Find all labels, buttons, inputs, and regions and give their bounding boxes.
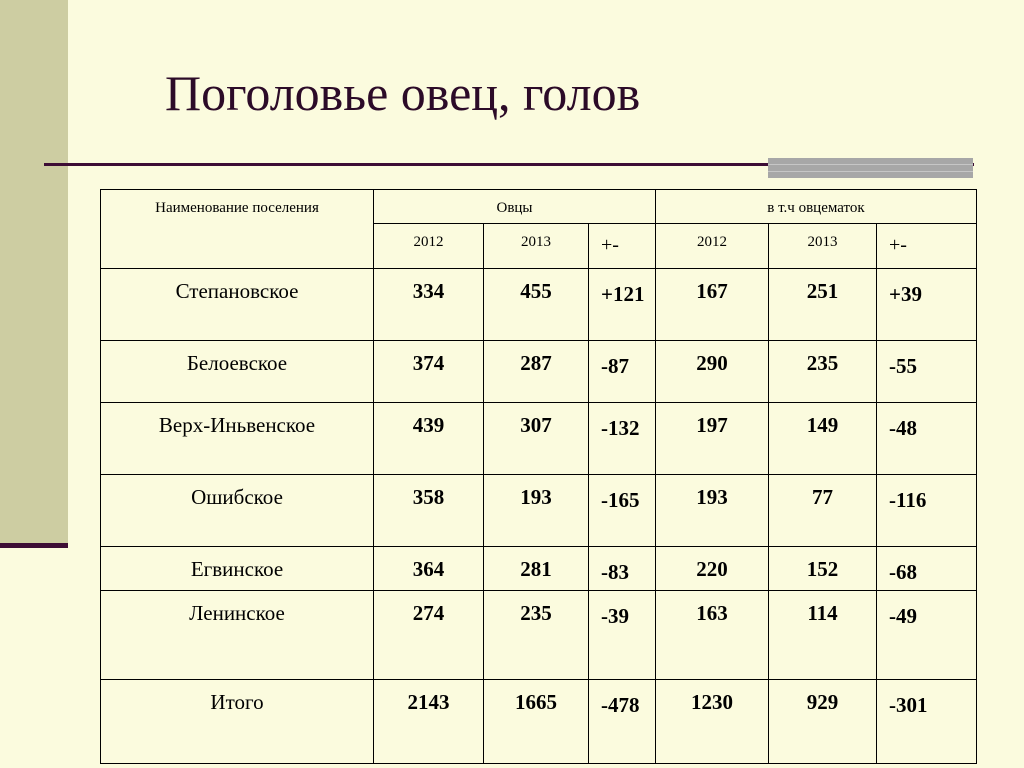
sheep-diff: -132 <box>589 403 656 475</box>
table-row <box>101 547 977 591</box>
side-strip <box>0 0 68 543</box>
sheep-2013: 281 <box>484 547 589 591</box>
header-sheep-diff: +- <box>589 224 656 269</box>
ewes-2012: 163 <box>656 591 769 680</box>
ewes-2013: 929 <box>769 680 877 764</box>
ewes-2012: 167 <box>656 269 769 341</box>
ewes-diff: +39 <box>877 269 977 341</box>
page-title: Поголовье овец, голов <box>165 65 641 121</box>
ewes-2013: 235 <box>769 341 877 403</box>
ewes-diff: -116 <box>877 475 977 547</box>
ewes-diff: -68 <box>877 547 977 591</box>
header-ewes: в т.ч овцематок <box>656 190 977 224</box>
sheep-diff: -83 <box>589 547 656 591</box>
ewes-2012: 290 <box>656 341 769 403</box>
ewes-2013: 77 <box>769 475 877 547</box>
ewes-2013: 251 <box>769 269 877 341</box>
sheep-diff: -87 <box>589 341 656 403</box>
settlement-name: Егвинское <box>101 547 374 591</box>
ewes-2012: 193 <box>656 475 769 547</box>
sheep-diff: -478 <box>589 680 656 764</box>
settlement-name: Ленинское <box>101 591 374 680</box>
sheep-2013: 1665 <box>484 680 589 764</box>
ewes-2013: 149 <box>769 403 877 475</box>
sheep-2012: 374 <box>374 341 484 403</box>
header-ewes-2012: 2012 <box>656 224 769 269</box>
sheep-2012: 364 <box>374 547 484 591</box>
sheep-diff: -165 <box>589 475 656 547</box>
sheep-table <box>100 189 977 764</box>
table-row <box>101 269 977 341</box>
title-accent-bar <box>768 158 973 178</box>
table-row <box>101 403 977 475</box>
header-ewes-2013: 2013 <box>769 224 877 269</box>
sheep-diff: -39 <box>589 591 656 680</box>
header-sheep-2012: 2012 <box>374 224 484 269</box>
sheep-2013: 235 <box>484 591 589 680</box>
ewes-diff: -301 <box>877 680 977 764</box>
table-row <box>101 341 977 403</box>
ewes-2012: 220 <box>656 547 769 591</box>
sheep-2012: 274 <box>374 591 484 680</box>
sheep-2012: 439 <box>374 403 484 475</box>
sheep-diff: +121 <box>589 269 656 341</box>
table-row <box>101 475 977 547</box>
ewes-2012: 197 <box>656 403 769 475</box>
settlement-name: Степановское <box>101 269 374 341</box>
sheep-2012: 358 <box>374 475 484 547</box>
sheep-2013: 287 <box>484 341 589 403</box>
ewes-diff: -55 <box>877 341 977 403</box>
header-sheep-2013: 2013 <box>484 224 589 269</box>
ewes-2013: 114 <box>769 591 877 680</box>
table-row <box>101 591 977 680</box>
table-row <box>101 680 977 764</box>
side-divider <box>0 543 68 548</box>
settlement-name: Ошибское <box>101 475 374 547</box>
header-ewes-diff: +- <box>877 224 977 269</box>
ewes-diff: -49 <box>877 591 977 680</box>
header-sheep: Овцы <box>374 190 656 224</box>
total-label: Итого <box>101 680 374 764</box>
sheep-2013: 193 <box>484 475 589 547</box>
header-settlement-name: Наименование поселения <box>101 190 374 269</box>
sheep-2012: 2143 <box>374 680 484 764</box>
sheep-2013: 455 <box>484 269 589 341</box>
ewes-diff: -48 <box>877 403 977 475</box>
settlement-name: Белоевское <box>101 341 374 403</box>
sheep-2013: 307 <box>484 403 589 475</box>
settlement-name: Верх-Иньвенское <box>101 403 374 475</box>
ewes-2013: 152 <box>769 547 877 591</box>
ewes-2012: 1230 <box>656 680 769 764</box>
sheep-2012: 334 <box>374 269 484 341</box>
